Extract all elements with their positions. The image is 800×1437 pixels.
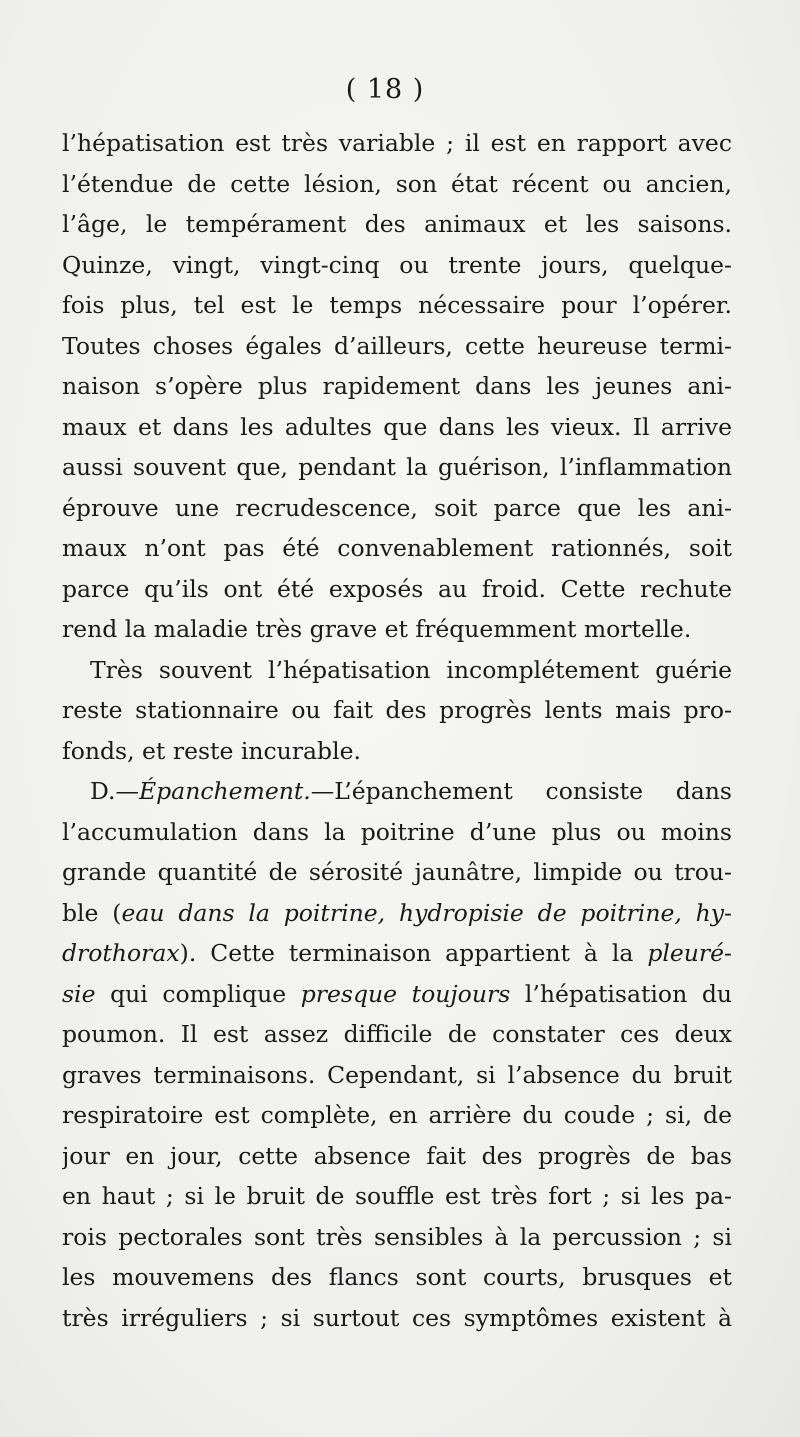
text-line <box>62 245 732 286</box>
text-line <box>62 1095 732 1136</box>
text-line <box>62 1217 732 1258</box>
text-line <box>62 488 732 529</box>
text-segment: fois plus, tel est le temps nécessaire pour l’opérer. <box>62 291 732 319</box>
text-segment: reste stationnaire ou fait des progrès lents mais pro- <box>62 696 732 724</box>
text-segment: maux n’ont pas été convenablement rationnés, soit <box>62 534 732 562</box>
text-line <box>62 933 732 974</box>
text-line <box>62 366 732 407</box>
text-segment: l’accumulation dans la poitrine d’une plus ou moins <box>62 817 732 846</box>
text-line <box>62 123 732 164</box>
text-segment: —L’épanchement consiste dans <box>310 777 732 805</box>
text-line <box>62 569 732 610</box>
text-segment: naison s’opère plus rapidement dans les jeunes ani- <box>62 372 732 400</box>
text-line <box>62 893 732 934</box>
text-segment: Très souvent l’hépatisation incomplétement guérie <box>90 655 732 684</box>
text-segment: Toutes choses égales d’ailleurs, cette heureuse termi- <box>62 331 732 360</box>
text-line <box>62 974 732 1015</box>
text-segment: qui complique <box>95 979 301 1008</box>
page-number: ( 18 ) <box>345 74 425 105</box>
text-segment: poumon. Il est assez difficile de constater ces deux <box>62 1020 732 1048</box>
body-text <box>62 123 732 1338</box>
text-segment: Quinze, vingt, vingt-cinq ou trente jours, quelque- <box>62 250 732 279</box>
text-line <box>62 204 732 245</box>
text-segment: aussi souvent que, pendant la guérison, l’inflammation <box>62 453 732 481</box>
text-segment: éprouve une recrudescence, soit parce que les ani- <box>62 493 732 522</box>
text-line <box>62 1257 732 1298</box>
text-line <box>62 1055 732 1096</box>
text-line <box>62 812 732 853</box>
text-segment: les mouvemens des flancs sont courts, brusques et <box>62 1263 732 1291</box>
text-line <box>62 1014 732 1055</box>
text-segment: maux et dans les adultes que dans les vieux. Il arrive <box>62 412 732 441</box>
text-line <box>62 407 732 448</box>
text-segment: respiratoire est complète, en arrière du coude ; si, de <box>62 1101 732 1129</box>
text-line <box>62 690 732 731</box>
text-line <box>62 1136 732 1177</box>
italic-text-segment: presque toujours <box>300 979 511 1008</box>
italic-text-segment: sie <box>62 979 96 1008</box>
italic-text-segment: pleuré- <box>647 939 732 967</box>
text-segment: parce qu’ils ont été exposés au froid. Cette rechute <box>62 574 732 603</box>
text-segment: l’âge, le tempérament des animaux et les saisons. <box>62 210 732 238</box>
text-segment: l’hépatisation est très variable ; il est en rapport avec <box>62 129 732 157</box>
text-segment: jour en jour, cette absence fait des progrès de bas <box>62 1141 732 1170</box>
text-line <box>62 852 732 893</box>
text-line <box>62 650 732 691</box>
text-segment: ble ( <box>62 898 122 927</box>
italic-text-segment: Épanchement. <box>138 777 311 805</box>
text-segment: ). Cette terminaison appartient à la <box>179 939 648 967</box>
text-segment: grande quantité de sérosité jaunâtre, limpide ou trou- <box>62 858 732 886</box>
text-line <box>62 1176 732 1217</box>
text-segment: en haut ; si le bruit de souffle est très fort ; si les pa- <box>62 1182 732 1210</box>
text-line <box>62 447 732 488</box>
text-segment: graves terminaisons. Cependant, si l’absence du bruit <box>62 1060 732 1089</box>
italic-text-segment: eau dans la poitrine, hydropisie de poitrine, hy- <box>121 898 732 927</box>
text-segment: rois pectorales sont très sensibles à la percussion ; si <box>62 1222 732 1251</box>
text-segment: D.— <box>90 777 139 805</box>
text-segment: rend la maladie très grave et fréquemment mortelle. <box>62 615 692 643</box>
italic-text-segment: drothorax <box>62 939 180 967</box>
text-line <box>62 771 732 812</box>
text-line <box>62 326 732 367</box>
text-line <box>62 609 732 650</box>
text-segment: l’hépatisation du <box>510 979 732 1008</box>
text-line <box>62 164 732 205</box>
text-segment: l’étendue de cette lésion, son état récent ou ancien, <box>62 169 732 198</box>
text-line <box>62 731 732 772</box>
text-line <box>62 528 732 569</box>
text-segment: très irréguliers ; si surtout ces symptômes existent à <box>62 1303 732 1332</box>
text-segment: fonds, et reste incurable. <box>62 736 361 765</box>
text-line <box>62 285 732 326</box>
text-line <box>62 1298 732 1339</box>
